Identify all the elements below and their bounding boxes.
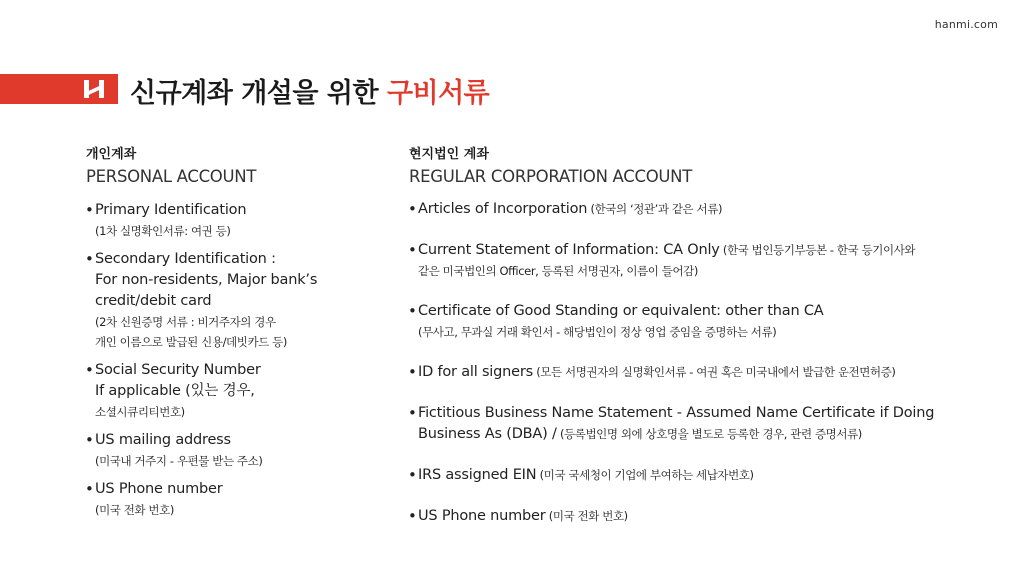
item-text: US Phone number — [418, 508, 546, 524]
corporation-heading-ko: 현지법인 계좌 — [409, 147, 489, 162]
list-item — [86, 430, 386, 471]
item-text: If applicable (있는 경우, — [95, 383, 255, 399]
item-note: (미국내 거주지 - 우편물 받는 주소) — [95, 454, 263, 468]
list-item — [409, 465, 1009, 486]
item-text: • Fictitious Business Name Statement - Assumed Name Certificate if Doing — [418, 405, 935, 421]
corporation-account-section — [409, 146, 1009, 547]
item-text: Current Statement of Information: CA Only — [418, 242, 720, 258]
item-note: (2차 신원증명 서류 : 비거주자의 경우 — [95, 315, 276, 329]
item-note: (등록법인명 외에 상호명을 별도로 등록한 경우, 관련 증명서류) — [556, 427, 862, 441]
list-item — [409, 403, 1009, 445]
item-note: (한국 법인등기부등본 - 한국 등기이사와 — [719, 243, 916, 257]
item-text: Business As (DBA) / — [418, 426, 557, 442]
item-note: (1차 실명확인서류: 여권 등) — [95, 224, 231, 238]
item-note: (미국 전화 번호) — [95, 503, 174, 517]
item-text: • Primary Identification — [95, 202, 247, 218]
item-note: (모든 서명권자의 실명확인서류 - 여권 혹은 미국내에서 발급한 운전면허증) — [532, 365, 896, 379]
item-note: 같은 미국법인의 Officer, 등록된 서명권자, 이름이 들어감) — [418, 264, 698, 278]
item-text: credit/debit card — [95, 293, 212, 309]
list-item — [409, 506, 1009, 527]
corporation-heading-en: REGULAR CORPORATION ACCOUNT — [409, 167, 692, 186]
item-text: • Secondary Identification : — [95, 251, 276, 267]
list-item — [409, 362, 1009, 383]
title-highlight: 구비서류 — [386, 78, 490, 109]
list-item — [409, 199, 1009, 220]
item-note: (미국 전화 번호) — [545, 509, 628, 523]
item-text: For non-residents, Major bank’s — [95, 272, 318, 288]
page-title — [130, 71, 489, 110]
list-item — [409, 301, 1009, 342]
title-main: 신규계좌 개설을 위한 — [130, 78, 387, 109]
personal-account-section — [86, 146, 386, 528]
item-text: Articles of Incorporation — [418, 201, 588, 217]
hanmi-logo-icon — [82, 77, 108, 101]
item-note: (미국 국세청이 기업에 부여하는 세납자번호) — [536, 468, 754, 482]
list-item — [86, 249, 386, 352]
item-text: • US mailing address — [95, 432, 231, 448]
list-item — [409, 240, 1009, 281]
list-item — [86, 200, 386, 241]
item-note: (한국의 ‘정관’과 같은 서류) — [587, 202, 723, 216]
item-text: • US Phone number — [95, 481, 223, 497]
list-item — [86, 479, 386, 520]
personal-heading-ko: 개인계좌 — [86, 147, 137, 162]
item-note: 개인 이름으로 발급된 신용/데빗카드 등) — [95, 335, 287, 349]
item-note: 소셜시큐리티번호) — [95, 405, 185, 419]
list-item — [86, 360, 386, 422]
item-note: (무사고, 무과실 거래 확인서 - 해당법인이 정상 영업 중임을 증명하는 서류) — [418, 325, 777, 339]
item-text: ID for all signers — [418, 364, 533, 380]
personal-heading-en: PERSONAL ACCOUNT — [86, 167, 257, 186]
item-text: IRS assigned EIN — [418, 467, 537, 483]
item-text: • Social Security Number — [95, 362, 261, 378]
corporation-requirements-list — [409, 199, 1009, 527]
site-url: hanmi.com — [934, 18, 998, 31]
item-text: • Certificate of Good Standing or equivalent: other than CA — [418, 303, 824, 319]
personal-requirements-list — [86, 200, 386, 520]
